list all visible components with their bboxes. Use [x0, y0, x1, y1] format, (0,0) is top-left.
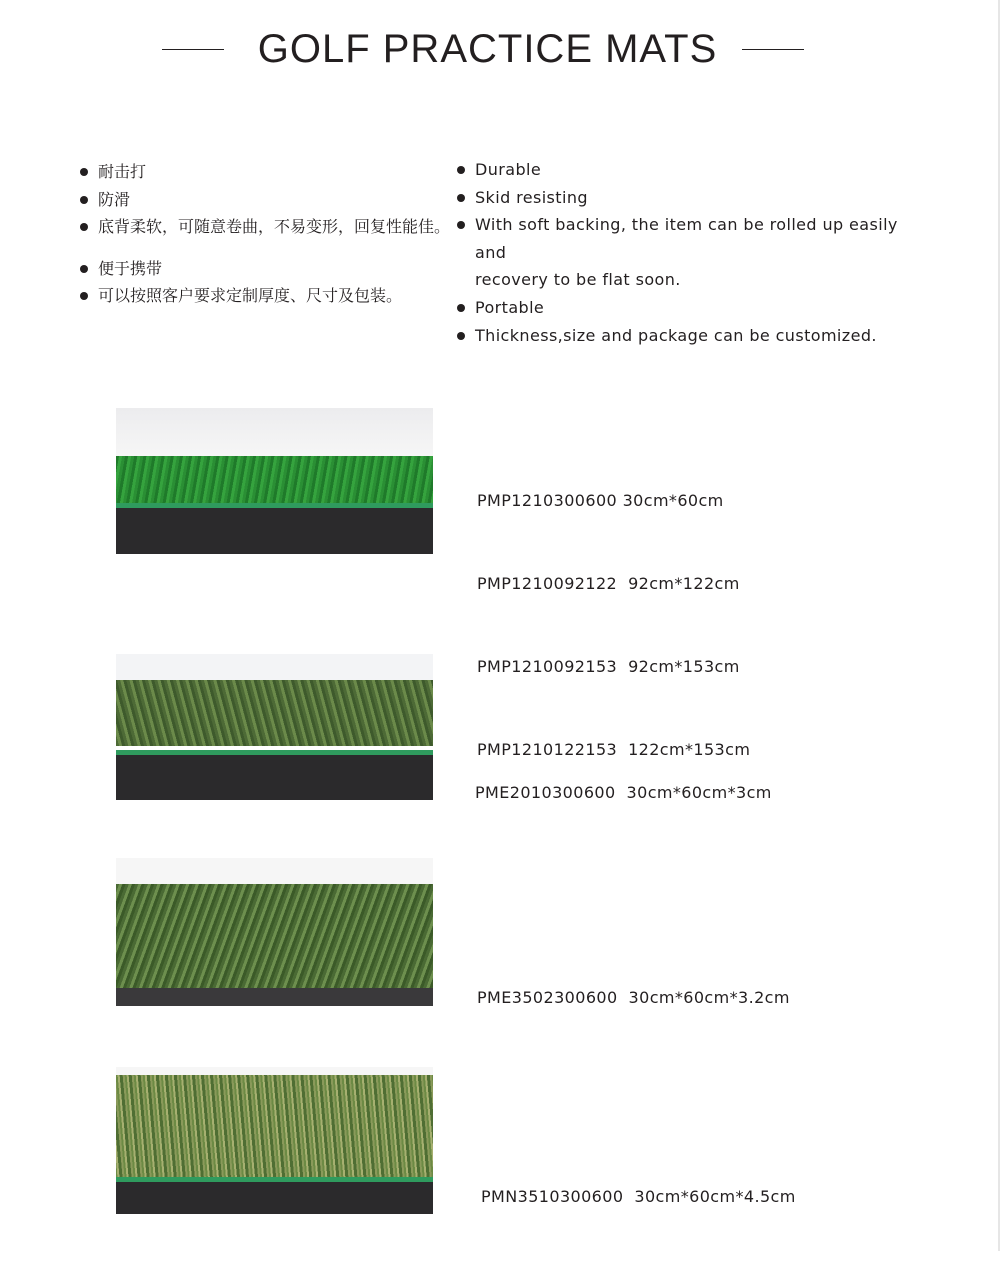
spec-line: PMN3510300600 30cm*60cm*4.5cm: [481, 1187, 796, 1207]
feature-en-item: Thickness,size and package can be customized.: [457, 322, 927, 350]
title-rule-left: [162, 49, 224, 50]
features-chinese: [80, 158, 460, 310]
golf-mat-dense-grass-icon: [116, 858, 433, 1006]
page-title: GOLF PRACTICE MATS: [257, 27, 718, 71]
product-specs-4: [481, 1128, 796, 1266]
feature-cn-item: 便于携带: [80, 255, 460, 283]
spec-line: PMP1210092153 92cm*153cm: [477, 656, 740, 676]
feature-en-item: Durable: [457, 156, 927, 184]
feature-en-item: With soft backing, the item can be rolled up easily and: [457, 211, 927, 266]
feature-cn-item: 底背柔软，可随意卷曲，不易变形，回复性能佳。: [80, 213, 460, 241]
golf-mat-long-grass-icon: [116, 1067, 433, 1214]
rubber-base: [116, 988, 433, 1006]
feature-en-item: Portable: [457, 294, 927, 322]
feature-en-item: Skid resisting: [457, 184, 927, 212]
grass-layer: [116, 884, 433, 988]
golf-mat-short-green-grass-icon: [116, 408, 433, 554]
features-english: [457, 156, 927, 349]
feature-cn-item: 耐击打: [80, 158, 460, 186]
feature-cn-item: 防滑: [80, 186, 460, 214]
spec-line: PME3502300600 30cm*60cm*3.2cm: [477, 988, 790, 1008]
title-row: [0, 22, 1000, 78]
rubber-base: [116, 508, 433, 554]
product-specs-3: [477, 929, 790, 1067]
rubber-base: [116, 755, 433, 800]
feature-cn-item: 可以按照客户要求定制厚度、尺寸及包装。: [80, 282, 460, 310]
feature-en-item-continued: recovery to be flat soon.: [475, 270, 681, 290]
rubber-base: [116, 1182, 433, 1214]
spec-line: PME2010300600 30cm*60cm*3cm: [475, 783, 772, 803]
spec-line: PMP1210122153 122cm*153cm: [477, 739, 751, 759]
golf-mat-medium-grass-icon: [116, 654, 433, 800]
photo-background: [116, 408, 433, 456]
title-rule-right: [742, 49, 804, 50]
grass-layer: [116, 680, 433, 746]
spec-line: PMP1210300600 30cm*60cm: [477, 491, 724, 511]
grass-layer: [116, 1075, 433, 1183]
product-specs-2: [475, 724, 772, 862]
spec-line: PMP1210092122 92cm*122cm: [477, 573, 740, 593]
